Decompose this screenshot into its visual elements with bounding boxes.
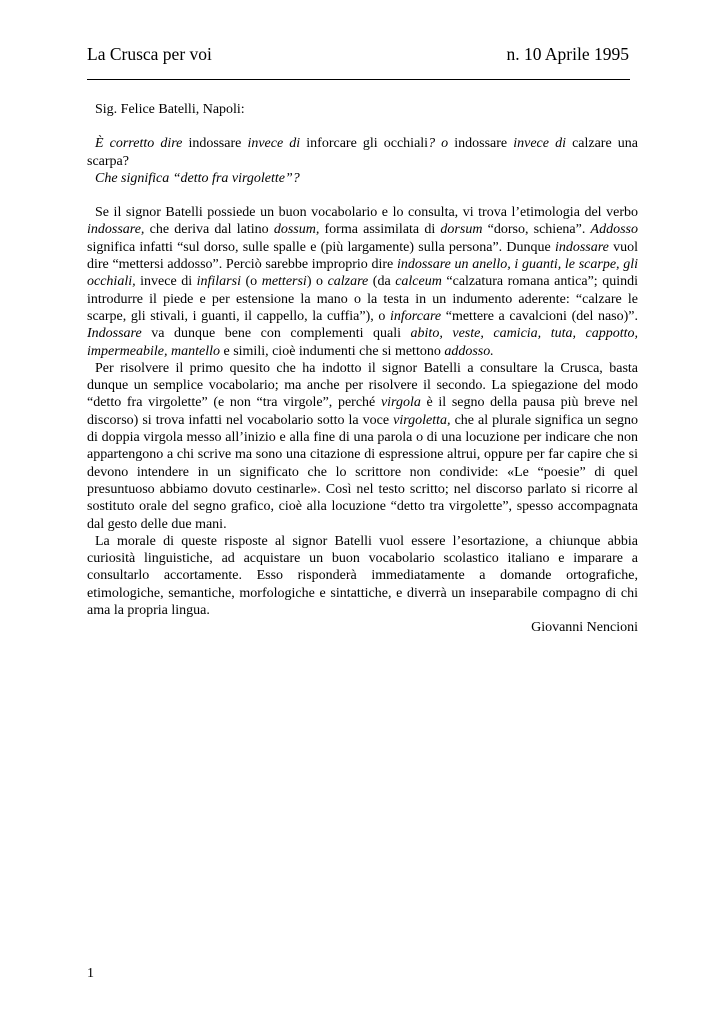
answer-paragraph-1: [87, 204, 638, 360]
answer-paragraph-2: [87, 360, 638, 533]
paragraph1-run-19: calceum: [395, 274, 442, 290]
paragraph1-run-20: “calzatura romana antica”; quindi introdurre il piede e per estensione la mano o la testa in un indumento aderente: “calzare le scarpe, gli stivali, i guanti, il cappello, la cuffia”), o: [87, 274, 638, 324]
paragraph1-run-6: “dorso, schiena”.: [482, 222, 591, 238]
paragraph1-run-12: invece di: [135, 274, 197, 290]
question1-run-0: È corretto dire: [95, 136, 183, 152]
paragraph2-run-3: virgoletta,: [393, 412, 451, 428]
paragraph1-run-25: abito, veste, camicia, tuta, cappotto, impermeabile, mantello: [87, 326, 638, 359]
paragraph2-run-2: è il segno della pausa più breve nel discorso) si trova infatti nel vocabolario sotto la voce: [87, 395, 638, 428]
author-signature: Giovanni Nencioni: [531, 620, 638, 636]
answer-paragraph-3: [87, 533, 638, 619]
paragraph1-run-11: indossare un anello, i guanti, le scarpe, gli occhiali,: [87, 257, 638, 290]
paragraph1-run-1: indossare,: [87, 222, 145, 238]
paragraph1-run-24: va dunque bene con complementi quali: [141, 326, 411, 342]
paragraph1-run-8: significa infatti “sul dorso, sulle spalle e (più largamente) sulla persona”. Dunque: [87, 239, 555, 255]
paragraph2-run-1: virgola: [380, 395, 421, 411]
question1-run-1: indossare: [182, 136, 248, 152]
paragraph2-run-4: che al plurale significa un segno di doppia virgola messo all’inizio e alla fine di una parola o di una locuzione per indicare che non appartengono a chi scrive ma sono una citazione di espressione altrui, oppure per far capire che si devono intendere in un significato che lo scrittore non condivide: «Le “poesie” di quel presuntuoso abbiamo dovuto cestinarle». Così nel testo scritto; nel discorso parlato si ricorre al sostituto orale del segno grafico, cioè alla locuzione “detto tra virgolette”, spesso accompagnata dal gesto delle due mani.: [87, 412, 638, 532]
paragraph1-run-13: infilarsi: [196, 274, 241, 290]
paragraph1-run-17: calzare: [327, 274, 369, 290]
paragraph1-run-22: “mettere a cavalcioni (del naso)”.: [441, 308, 638, 324]
paragraph1-run-2: che deriva dal latino: [144, 222, 274, 238]
paragraph1-run-23: Indossare: [87, 326, 142, 342]
issue-date: n. 10 Aprile 1995: [506, 44, 629, 64]
paragraph3-run-0: La morale di queste risposte al signor Batelli vuol essere l’esortazione, a chiunque abbia curiosità linguistiche, ad acquistare un buon vocabolario scolastico italiano e imparare a consultarlo accortamente. Esso risponderà immediatamente a domande ortografiche, etimologiche, semantiche, morfologiche e sintattiche, e diverrà un inseparabile compagno di chi ama la propria lingua.: [87, 533, 638, 619]
paragraph1-run-15: mettersi: [261, 274, 307, 290]
publication-title: La Crusca per voi: [87, 44, 212, 64]
paragraph1-run-27: addosso.: [444, 343, 494, 359]
question-2: [87, 170, 638, 187]
question2-run-0: Che significa “detto fra virgolette”?: [95, 170, 300, 186]
question1-run-2: invece di: [247, 136, 301, 152]
paragraph1-run-26: e simili, cioè indumenti che si mettono: [219, 343, 445, 359]
paragraph1-run-9: indossare: [554, 239, 609, 255]
question1-run-3: inforcare gli occhiali: [300, 136, 429, 152]
article-body: [87, 101, 638, 637]
salutation: Sig. Felice Batelli, Napoli:: [95, 102, 245, 117]
paragraph1-run-16: ) o: [306, 274, 328, 290]
paragraph1-run-7: Addosso: [590, 222, 638, 238]
page-header: [87, 44, 629, 68]
paragraph1-run-14: (o: [240, 274, 262, 290]
paragraph1-run-18: (da: [368, 274, 396, 290]
question1-run-7: calzare una scarpa?: [87, 136, 638, 169]
header-rule: [87, 79, 630, 80]
paragraph1-run-5: dorsum: [440, 222, 483, 238]
paragraph1-run-10: vuol dire “mettersi addosso”. Perciò sarebbe improprio dire: [87, 239, 639, 273]
paragraph1-run-21: inforcare: [390, 308, 442, 324]
question1-run-5: indossare: [448, 136, 514, 152]
paragraph1-run-4: forma assimilata di: [319, 222, 441, 238]
paragraph2-run-0: Per risolvere il primo quesito che ha indotto il signor Batelli a consultare la Crusca, basta dunque un semplice vocabolario; ma anche per risolvere il secondo. La spiegazione del modo “detto fra virgolette” (e non “tra virgole”, perché: [87, 360, 638, 411]
question1-run-4: ? o: [428, 136, 449, 152]
paragraph1-run-0: Se il signor Batelli possiede un buon vocabolario e lo consulta, vi trova l’etimologia del verbo: [95, 205, 638, 221]
question-1: [87, 135, 638, 170]
page-number: 1: [87, 966, 94, 981]
question1-run-6: invece di: [513, 136, 566, 152]
paragraph1-run-3: dossum,: [273, 222, 320, 238]
